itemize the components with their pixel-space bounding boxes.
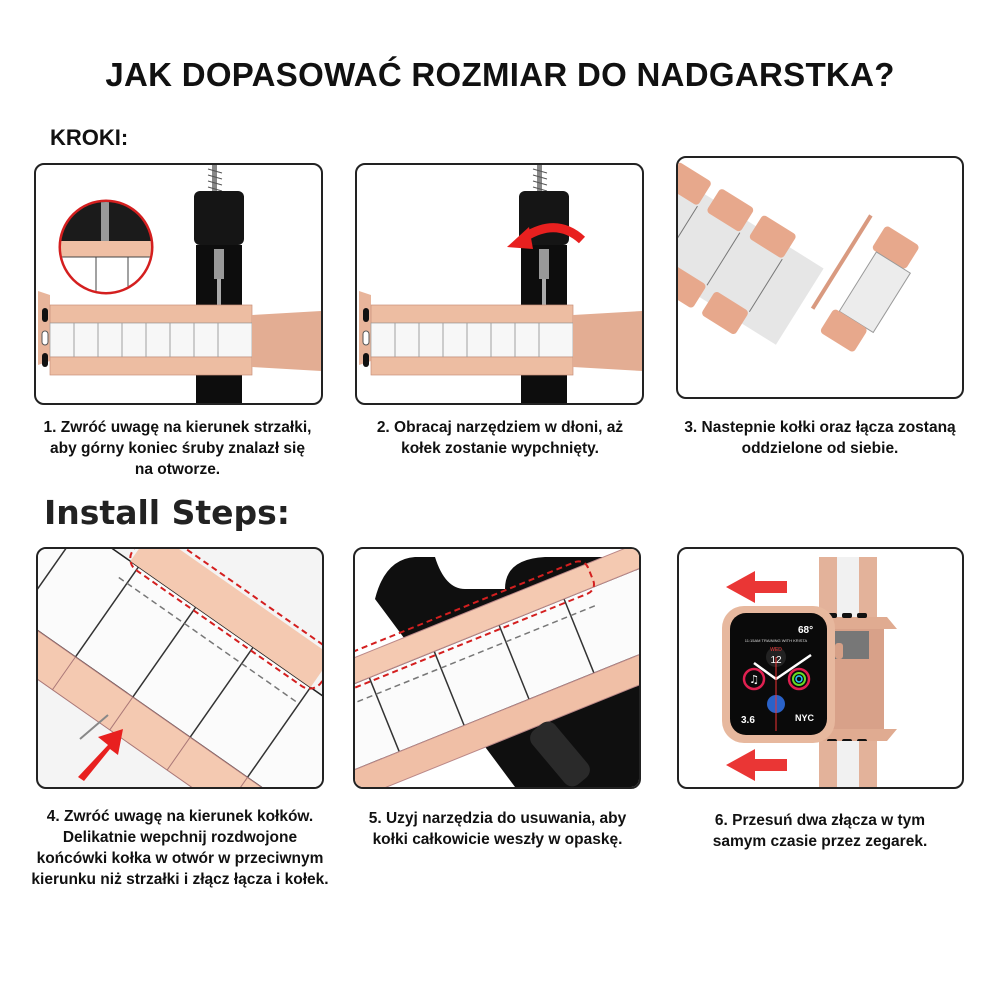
step-5-caption: 5. Uzyj narzędzia do usuwania, aby kołki całkowicie weszły w opaskę. bbox=[368, 810, 627, 848]
rotate-tool-illustration bbox=[357, 165, 642, 403]
slide-left-arrow-icon bbox=[726, 749, 787, 781]
step-4-caption: 4. Zwróć uwagę na kierunek kołków. Delikatnie wepchnij rozdwojone końcówki kołka w otwór w przeciwnym kierunku niż strzałki i złącz łącza i kołek. bbox=[31, 808, 329, 888]
step-2-image bbox=[355, 163, 644, 405]
separated-links-illustration bbox=[678, 158, 962, 397]
install-steps-title: Install Steps: bbox=[44, 493, 290, 532]
step-6-caption: 6. Przesuń dwa złącza w tym samym czasie przez zegarek. bbox=[712, 812, 928, 850]
press-pin-illustration bbox=[355, 549, 639, 787]
slide-left-arrow-icon bbox=[726, 571, 787, 603]
watch-event: 11:15AM TRAINING WITH KRISTA bbox=[744, 638, 808, 643]
watch-city: NYC bbox=[795, 713, 815, 723]
step-2-caption: 2. Obracaj narzędziem w dłoni, aż kołek zostanie wypchnięty. bbox=[376, 419, 624, 457]
band-pin-tool-illustration bbox=[36, 165, 321, 403]
insert-arrow-icon bbox=[78, 729, 123, 781]
watch-day: WED bbox=[770, 647, 782, 653]
svg-text:♫: ♫ bbox=[749, 673, 759, 686]
step-4-image bbox=[36, 547, 324, 789]
watch-uv: 3.6 bbox=[741, 715, 755, 726]
step-5-image bbox=[353, 547, 641, 789]
insert-pin-illustration bbox=[38, 549, 322, 787]
slide-band-into-watch-illustration bbox=[679, 549, 962, 787]
watch-temperature: 68° bbox=[798, 625, 814, 636]
step-1-caption: 1. Zwróć uwagę na kierunek strzałki, aby górny koniec śruby znalazł się na otworze. bbox=[43, 419, 312, 478]
step-3-image bbox=[676, 156, 964, 399]
step-1-image bbox=[34, 163, 323, 405]
steps-label: KROKI: bbox=[50, 125, 129, 150]
watch-date: 12 bbox=[770, 655, 782, 666]
step-3-caption: 3. Nastepnie kołki oraz łącza zostaną oddzielone od siebie. bbox=[684, 419, 956, 457]
step-6-image bbox=[677, 547, 964, 789]
page-title: JAK DOPASOWAĆ ROZMIAR DO NADGARSTKA? bbox=[105, 56, 895, 93]
